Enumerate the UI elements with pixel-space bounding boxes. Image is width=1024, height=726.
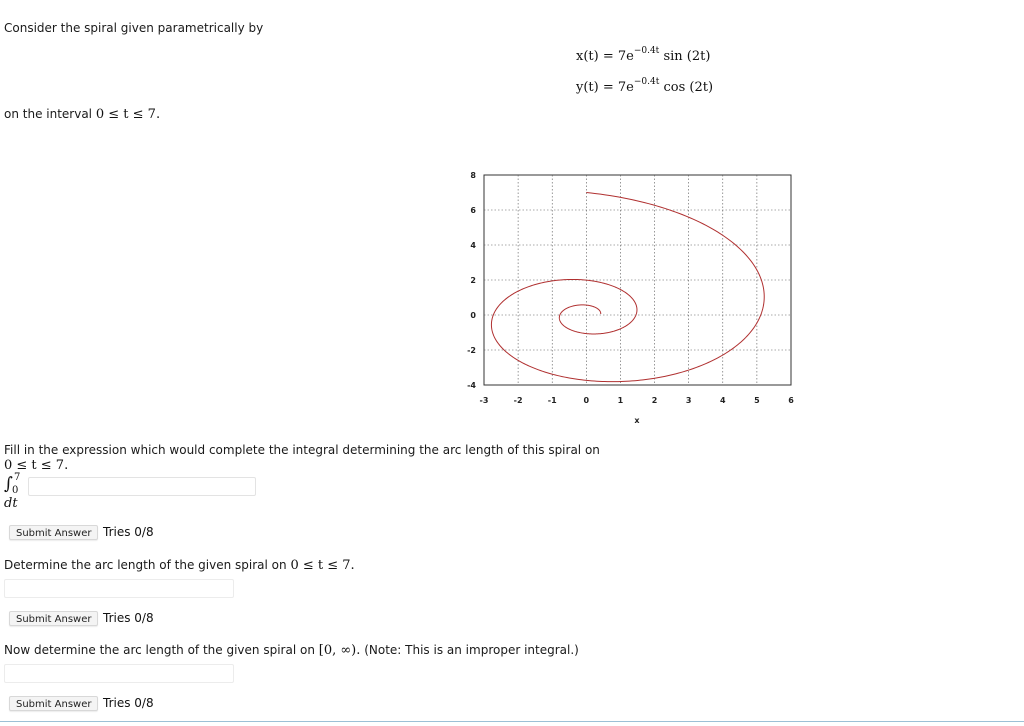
spiral-series-line xyxy=(491,193,764,382)
integrand-input[interactable] xyxy=(28,477,256,496)
x-tick-label: -1 xyxy=(547,396,557,405)
x-tick-label: 2 xyxy=(651,396,658,405)
question3-interval: [0, ∞). xyxy=(318,643,361,658)
equation-x-lhs: x(t) = 7e xyxy=(576,49,634,64)
equation-x-exponent: −0.4t xyxy=(633,46,660,56)
tries-counter-1: Tries 0/8 xyxy=(103,525,154,539)
tries-counter-2: Tries 0/8 xyxy=(103,611,154,625)
x-tick-label: 0 xyxy=(583,396,590,405)
y-tick-label: 6 xyxy=(470,206,476,215)
page-bottom-divider xyxy=(0,721,1024,722)
question2-text xyxy=(4,558,355,573)
interval-math: 0 ≤ t ≤ 7. xyxy=(95,107,161,122)
question3-text xyxy=(4,643,579,658)
submit-answer-button-1[interactable]: Submit Answer xyxy=(9,525,98,540)
y-tick-label: 0 xyxy=(470,311,476,320)
equation-y-exponent: −0.4t xyxy=(633,77,660,87)
x-tick-label: -3 xyxy=(479,396,489,405)
equation-y xyxy=(576,77,714,95)
question3-note: (Note: This is an improper integral.) xyxy=(364,643,579,657)
integral-dt: dt xyxy=(4,496,18,511)
y-tick-label: 2 xyxy=(470,276,476,285)
integral-upper-limit: 7 xyxy=(14,472,21,483)
x-tick-label: 6 xyxy=(788,396,794,405)
equation-x xyxy=(576,46,711,64)
problem-intro: Consider the spiral given parametrically by xyxy=(4,21,264,35)
question1-interval: 0 ≤ t ≤ 7. xyxy=(4,458,69,473)
equation-y-rhs: cos (2t) xyxy=(663,80,714,95)
x-tick-label: 1 xyxy=(617,396,624,405)
improper-arc-length-input[interactable] xyxy=(4,664,234,683)
y-tick-label: -2 xyxy=(467,346,476,355)
submit-answer-button-2[interactable]: Submit Answer xyxy=(9,611,98,626)
x-tick-label: 4 xyxy=(719,396,726,405)
equation-x-rhs: sin (2t) xyxy=(663,49,711,64)
x-tick-label: 5 xyxy=(754,396,760,405)
arc-length-input[interactable] xyxy=(4,579,234,598)
interval-statement xyxy=(4,107,160,122)
y-tick-label: -4 xyxy=(467,381,476,390)
x-tick-label: 3 xyxy=(685,396,692,405)
x-axis-label: x xyxy=(634,416,640,425)
interval-prefix: on the interval xyxy=(4,107,93,121)
submit-answer-button-3[interactable]: Submit Answer xyxy=(9,696,98,711)
question2-prompt: Determine the arc length of the given spiral on xyxy=(4,558,287,572)
y-tick-label: 8 xyxy=(470,171,476,180)
integral-lower-limit: 0 xyxy=(12,485,19,496)
question3-prompt: Now determine the arc length of the given spiral on xyxy=(4,643,315,657)
spiral-chart xyxy=(460,165,810,430)
integral-sign: ∫ xyxy=(4,474,13,494)
equation-y-lhs: y(t) = 7e xyxy=(576,80,634,95)
y-tick-label: 4 xyxy=(470,241,476,250)
question1-text: Fill in the expression which would complete the integral determining the arc length of this spiral on xyxy=(4,443,600,457)
x-tick-label: -2 xyxy=(513,396,523,405)
question2-interval: 0 ≤ t ≤ 7. xyxy=(290,558,355,573)
tries-counter-3: Tries 0/8 xyxy=(103,696,154,710)
